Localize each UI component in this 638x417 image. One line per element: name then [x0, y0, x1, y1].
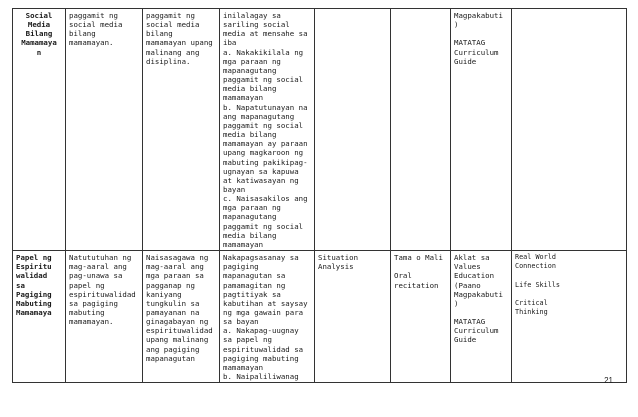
- page-number: 21: [604, 376, 613, 385]
- competency-cell: paggamit ng social media bilang mamamayan.: [66, 9, 143, 251]
- resources-cell: Aklat sa Values Education (Paano Magpakabuti ) MATATAG Curriculum Guide: [451, 251, 512, 383]
- content-cell: inilalagay sa sariling social media at mensahe sa iba a. Nakakikilala ng mga paraan ng mapanagutang paggamit ng social media bilang mamamayan b. Napatutunayan na ang mapanagutang paggamit ng social media bilang mamamayan ay paraan upang magkaroon ng mabuting pakikipag- ugnayan sa kapuwa at katiwasayan ng bayan c. Naisasakilos ang mga paraan ng mapanagutang paggamit ng social media bilang mamamayan: [220, 9, 315, 251]
- objective-cell: paggamit ng social media bilang mamamayan upang malinang ang disiplina.: [143, 9, 220, 251]
- strategy-cell: [315, 9, 391, 251]
- assessment-cell: [391, 9, 451, 251]
- curriculum-table: [12, 8, 627, 383]
- integration-cell: Real World Connection Life Skills Critical Thinking: [512, 251, 627, 383]
- competency-cell: Natututuhan ng mag-aaral ang pag-unawa sa papel ng espirituwalidad sa pagiging mabuting mamamayan.: [66, 251, 143, 383]
- table-row: [13, 251, 627, 383]
- table-row: [13, 9, 627, 251]
- assessment-cell: Tama o Mali Oral recitation: [391, 251, 451, 383]
- content-cell: Nakapagsasanay sa pagiging mapanagutan sa pamamagitan ng pagtitiyak sa kabutihan at saysay ng mga gawain para sa bayan a. Nakapag-uugnay sa papel ng espirituwalidad sa pagiging mabuting mamamayan b. Naipaliliwanag: [220, 251, 315, 383]
- objective-cell: Naisasagawa ng mag-aaral ang mga paraan sa pagganap ng kaniyang tungkulin sa pamayanan na ginagabayan ng espirituwalidad upang malinang ang pagiging mapanagutan: [143, 251, 220, 383]
- topic-cell: Papel ng Espiritu walidad sa Pagiging Mabuting Mamamaya: [13, 251, 66, 383]
- topic-cell: Social Media Bilang Mamamaya n: [13, 9, 66, 251]
- resources-cell: Magpakabuti ) MATATAG Curriculum Guide: [451, 9, 512, 251]
- strategy-cell: Situation Analysis: [315, 251, 391, 383]
- integration-cell: [512, 9, 627, 251]
